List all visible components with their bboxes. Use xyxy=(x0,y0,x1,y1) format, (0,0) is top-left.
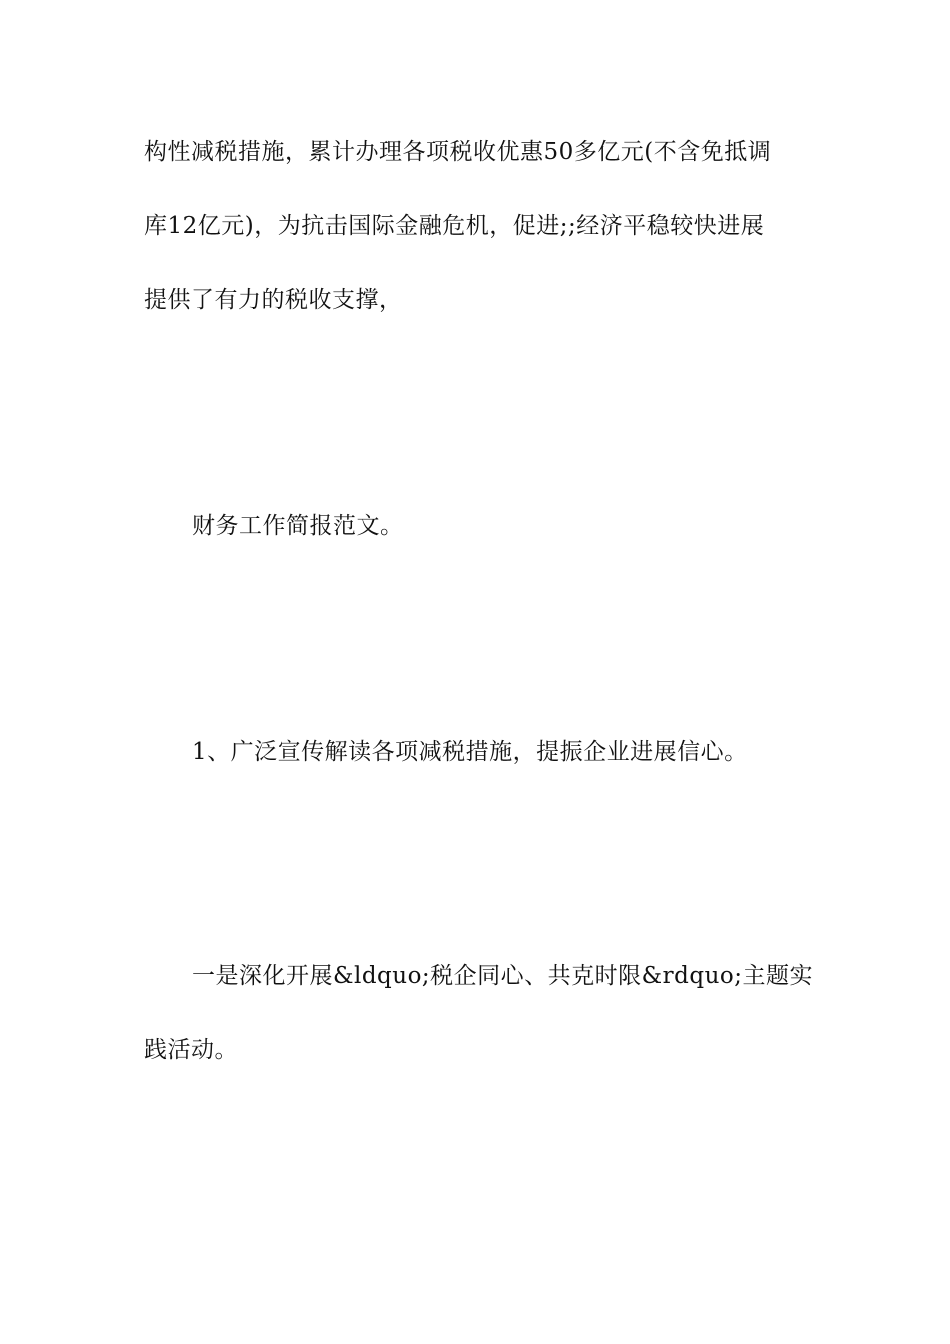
section-1-title: 1、广泛宣传解读各项减税措施，提振企业进展信心。 xyxy=(192,739,748,765)
document-heading: 财务工作简报范文。 xyxy=(192,513,404,539)
paragraph-1-line-3: 提供了有力的税收支撑， xyxy=(144,287,403,313)
paragraph-2-line-1: 一是深化开展&ldquo;税企同心、共克时限&rdquo;主题实 xyxy=(192,963,814,989)
paragraph-1-line-2: 库12亿元)，为抗击国际金融危机，促进;;经济平稳较快进展 xyxy=(144,213,765,239)
paragraph-1-line-1: 构性减税措施，累计办理各项税收优惠50多亿元(不含免抵调 xyxy=(144,139,772,165)
paragraph-2-line-2: 践活动。 xyxy=(144,1037,238,1063)
